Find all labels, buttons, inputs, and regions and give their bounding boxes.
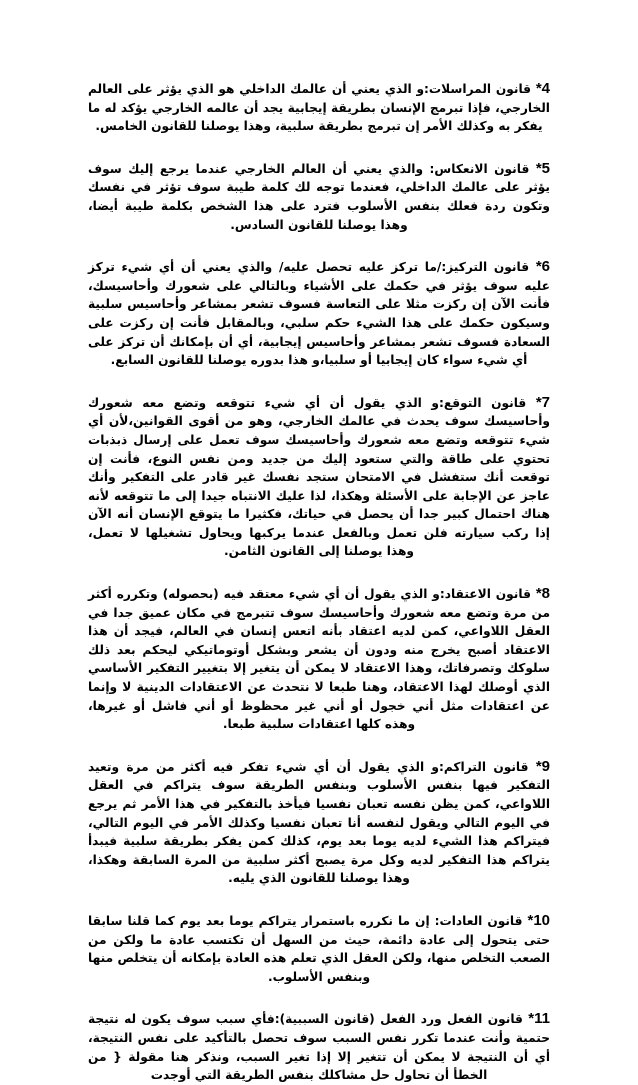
law-paragraph-4 (88, 80, 550, 136)
law-number: 10* (527, 911, 550, 929)
law-paragraph-6 (88, 258, 550, 370)
law-number: 8* (535, 585, 550, 603)
law-number: 6* (535, 258, 550, 276)
law-number: 7* (535, 393, 551, 411)
law-number: 4* (535, 80, 551, 97)
law-number: 9* (535, 757, 550, 775)
document-page (88, 80, 550, 1085)
law-number: 5* (535, 159, 550, 177)
law-text: قانون العادات: إن ما نكرره باستمرار يتراكم يوما بعد يوم كما قلنا سابقا حتى يتحول إلى عادة دائمة، حيث من السهل أن تكتسب عادة ما ولكن من الصعب التخلص منها، ولكن العقل الذي تعلم هذه العادة بإمكانه أن يتخلص منها وبنفس الأسلوب. (88, 913, 550, 984)
law-text: قانون المراسلات:و الذي يعني أن عالمك الداخلي هو الذي يؤثر على العالم الخارجي، فإذا تبرمج الإنسان بطريقة إيجابية يجد أن عالمه الخارجي يؤكد له ما يفكر به وكذلك الأمر إن تبرمج بطريقة سلبية، وهذا يوصلنا للقانون الخامس. (88, 82, 550, 134)
law-text: قانون الانعكاس: والذي يعني أن العالم الخارجي عندما يرجع إليك سوف يؤثر على عالمك الداخلي، فعندما توجه لك كلمة طيبة سوف تؤثر في نفسك وتكون ردة فعلك بنفس الأسلوب فترد على هذا الشخص بكلمة طيبة أيضا، وهذا يوصلنا للقانون السادس. (88, 161, 550, 232)
law-paragraph-10 (88, 912, 550, 986)
law-text: قانون الاعتقاد:و الذي يقول أن أي شيء معتقد فيه (بحصوله) وتكرره أكثر من مرة وتضع معه شعورك وأحاسيسك سوف تتبرمج في مكان عميق جدا في العقل اللاواعي، كمن لديه اعتقاد بأنه اتعس إنسان في العالم، فيجد أن هذا الاعتقاد أصبح يخرج منه ودون أن يشعر وبشكل أوتوماتيكي ليحكم بعد ذلك سلوكك وتصرفاتك، وهذا الاعتقاد لا يمكن أن يتغير إلا بتغيير التفكير الأساسي الذي أوصلك لهذا الاعتقاد، وهنا طبعا لا نتحدث عن الاعتقادات الدينية لا وإنما عن اعتقادات مثل أني خجول أو أني غير محظوظ أو أني فاشل أو غيرها، وهذه كلها اعتقادات سلبية طبعا. (88, 587, 550, 732)
law-text: قانون التوقع:و الذي يقول أن أي شيء تتوقعه وتضع معه شعورك وأحاسيسك سوف يحدث في عالمك الخارجي، وهو من أقوى القوانين،لأن أي شيء تتوقعه وتضع معه شعورك وأحاسيسك سوف تعمل على إرسال ذبذبات تحتوي على طاقة والتي ستعود إليك من جديد ومن نفس النوع، فأنت إن توقعت أنك ستفشل في الامتحان ستجد نفسك غير قادر على التفكير وأنك عاجز عن الإجابة على الأسئلة وهكذا، لذا عليك الانتباه جيدا إلى ما تتوقعه لأنه هناك احتمال كبير جدا أن يحصل في حياتك، فكثيرا ما يتوقع الإنسان أنه الآن إذا ركب سيارته فلن تعمل وبالفعل عندما يركبها ويحاول تشغيلها لا تعمل، وهذا يوصلنا إلى القانون الثامن. (88, 395, 550, 559)
law-number: 11* (528, 1010, 550, 1028)
law-text: قانون التراكم:و الذي يقول أن أي شيء تفكر فيه أكثر من مرة وتعيد التفكير فيها بنفس الأسلوب وبنفس الطريقة سوف يتراكم في العقل اللاواعي، كمن يظن نفسه تعبان نفسيا فيأخذ بالتفكير في هذا الأمر ثم يرجع في اليوم التالي ويقول لنفسه أنا تعبان نفسيا وكذلك الأمر في اليوم التالي، فيتراكم هذا الشيء لديه يوما بعد يوم، كذلك كمن يفكر بطريقة سلبية فيبدأ يتراكم هذا التفكير لديه وكل مرة يصبح أكثر سلبية من المرة السابقة وهكذا، وهذا يوصلنا للقانون الذي يليه. (88, 759, 550, 886)
law-paragraph-7 (88, 394, 550, 561)
law-paragraph-5 (88, 160, 550, 234)
law-paragraph-8 (88, 585, 550, 734)
law-paragraph-11 (88, 1010, 550, 1084)
law-paragraph-9 (88, 758, 550, 888)
law-text: قانون التركيز:/ما تركز عليه تحصل عليه/ والذي يعني أن أي شيء تركز عليه سوف يؤثر في حكمك على الأشياء وبالتالي على شعورك وأحاسيسك، فأنت الآن إن ركزت مثلا على التعاسة فسوف تشعر بمشاعر وأحاسيس سلبية وسيكون حكمك على هذا الشيء حكم سلبي، وبالمقابل فأنت إن ركزت على السعادة فسوف تشعر بمشاعر وأحاسيس إيجابية، أي أن بإمكانك أن تركز على أي شيء سواء كان إيجابيا أو سلبيا،و هذا بدوره يوصلنا للقانون السابع. (88, 260, 550, 368)
law-text: قانون الفعل ورد الفعل (قانون السببية):فأي سبب سوف يكون له نتيجة حتمية وأنت عندما تكرر نفس السبب سوف تحصل بالتأكيد على نفس النتيجة، أي أن النتيجة لا يمكن أن تتغير إلا إذا تغير السبب، ونذكر هنا مقولة { من الخطأ أن تحاول حل مشاكلك بنفس الطريقة التي أوجدت (88, 1012, 550, 1083)
